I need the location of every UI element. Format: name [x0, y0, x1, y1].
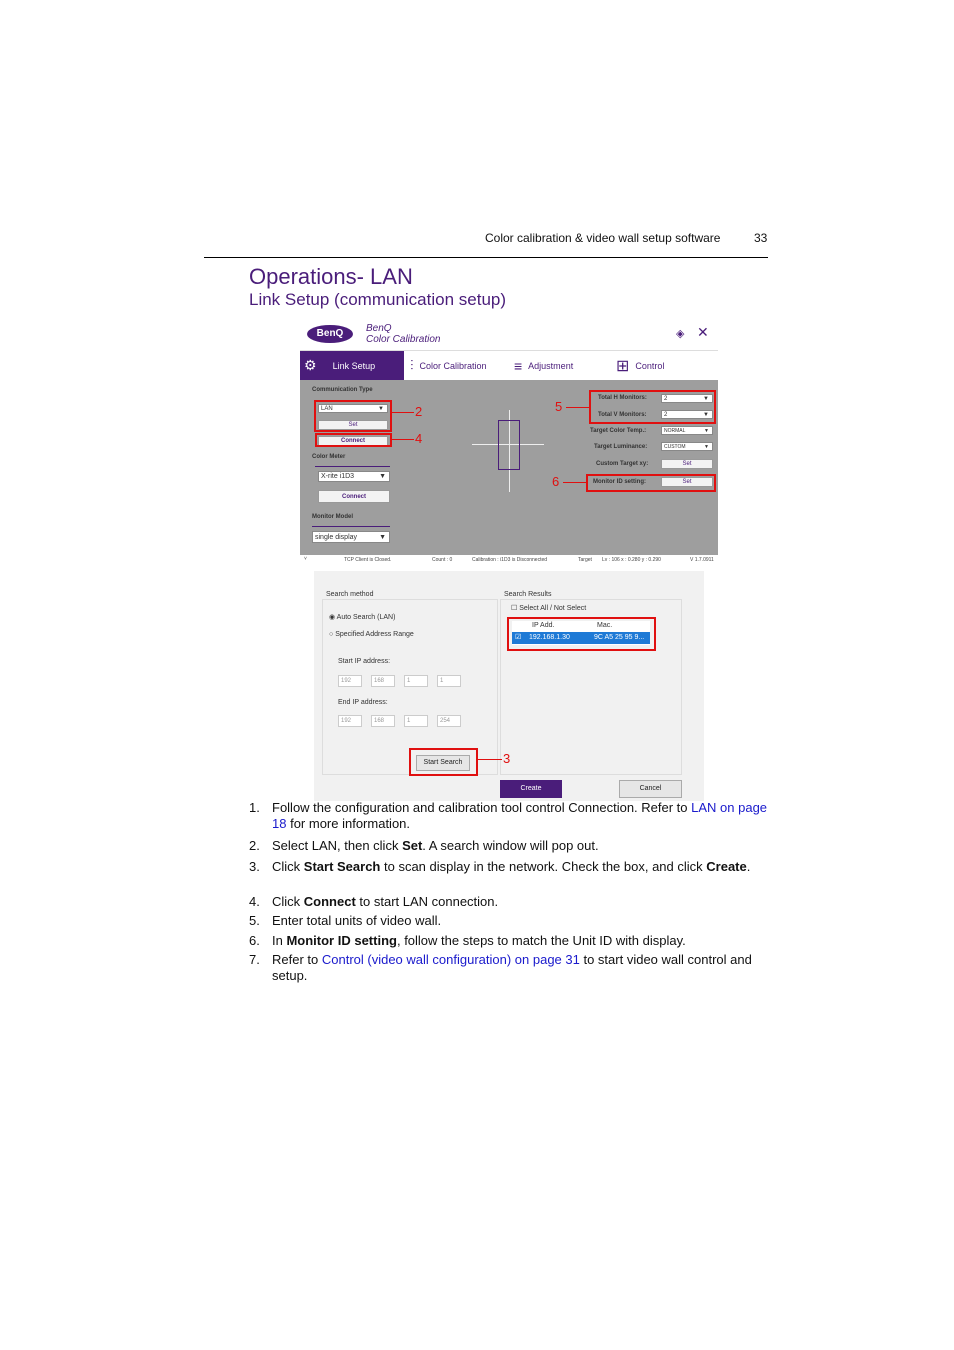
col-ip-header: IP Add. — [532, 622, 555, 629]
total-v-label: Total V Monitors: — [598, 412, 647, 418]
specified-range-radio[interactable] — [329, 631, 414, 638]
monitor-preview — [498, 420, 520, 470]
specified-range-label: Specified Address Range — [335, 631, 414, 638]
end-ip-label: End IP address: — [338, 699, 388, 706]
row-ip: 192.168.1.30 — [529, 634, 570, 641]
monitor-model-value: single display — [315, 534, 358, 541]
end-ip-octet-1[interactable]: 192 — [338, 715, 362, 727]
col-mac-header: Mac. — [597, 622, 613, 629]
color-meter-value: X-rite i1D3 — [321, 473, 355, 480]
step-6-bold: Monitor ID setting — [286, 933, 397, 948]
dropdown-arrow-icon: ▼ — [378, 406, 384, 412]
callout-line-6 — [563, 482, 586, 483]
target-luminance-value: CUSTOM — [664, 444, 686, 450]
close-icon[interactable]: ✕ — [697, 324, 709, 340]
callout-line-5 — [566, 407, 589, 408]
monitor-id-setting-label: Monitor ID setting: — [593, 479, 646, 485]
custom-target-xy-label: Custom Target xy: — [596, 461, 649, 467]
tab-link-setup[interactable] — [300, 351, 404, 380]
callout-box-5 — [589, 390, 716, 424]
step-3-tail: . — [746, 859, 751, 874]
callout-line-4 — [392, 439, 414, 440]
benq-logo: BenQ — [307, 325, 353, 343]
search-method-label: Search method — [326, 591, 374, 598]
callout-line-3 — [478, 759, 502, 760]
callout-box-3 — [409, 748, 478, 776]
step-text — [272, 800, 769, 832]
end-ip-octet-3[interactable]: 1 — [404, 715, 428, 727]
tab-control-label: Control — [635, 360, 665, 371]
status-bar — [300, 555, 718, 565]
step-2-text: Select LAN, then click — [272, 838, 403, 853]
search-results-label: Search Results — [504, 591, 552, 598]
end-ip-octet-2[interactable]: 168 — [371, 715, 395, 727]
step-1-text: Follow the configuration and calibration tool control Connection. Refer to — [272, 800, 692, 815]
step-3-bold-1: Start Search — [303, 859, 381, 874]
app-titlebar — [300, 318, 718, 350]
step-1-tail: for more information. — [286, 816, 411, 831]
app-title — [366, 323, 440, 345]
dropdown-arrow-icon: ▼ — [703, 396, 709, 402]
monitor-id-set-button[interactable]: Set — [661, 477, 713, 487]
step-number: 4. — [249, 894, 260, 909]
start-ip-octet-4[interactable]: 1 — [437, 675, 461, 687]
callout-box-4 — [315, 433, 392, 447]
subsection-heading: Link Setup (communication setup) — [249, 290, 507, 309]
communication-type-value: LAN — [321, 406, 333, 412]
app-title-brand: BenQ — [366, 323, 392, 334]
tab-control[interactable] — [616, 351, 716, 380]
total-h-value: 2 — [664, 396, 668, 402]
target-color-temp-label: Target Color Temp.: — [590, 428, 647, 434]
app-title-product: Color Calibration — [366, 334, 441, 345]
end-ip-fields — [338, 715, 461, 727]
start-ip-octet-1[interactable]: 192 — [338, 675, 362, 687]
dropdown-arrow-icon: ▼ — [379, 534, 386, 541]
target-luminance-label: Target Luminance: — [594, 444, 648, 450]
lan-page-18-link[interactable]: LAN on page 18 — [272, 800, 768, 831]
callout-number-4: 4 — [415, 431, 423, 446]
start-ip-octet-3[interactable]: 1 — [404, 675, 428, 687]
select-all-checkbox[interactable] — [511, 604, 586, 612]
callout-box-6 — [586, 474, 716, 492]
status-target: Target — [578, 557, 592, 563]
step-5-text: Enter total units of video wall. — [272, 913, 442, 928]
monitor-model-underline — [312, 526, 390, 527]
running-title: Color calibration & video wall setup software — [485, 231, 721, 245]
gear-icon: ⚙ — [304, 357, 317, 373]
connect-button[interactable]: Connect — [318, 436, 388, 446]
dropdown-arrow-icon: ▼ — [704, 428, 709, 434]
radio-checked-icon: ◉ — [329, 614, 336, 621]
sliders-icon: ⫶ — [410, 357, 414, 373]
tab-bar — [300, 350, 718, 380]
step-text — [272, 933, 769, 949]
adjust-icon: ≡ — [514, 357, 523, 374]
step-number: 3. — [249, 859, 260, 874]
step-number: 6. — [249, 933, 260, 948]
start-ip-fields — [338, 675, 461, 687]
color-meter-underline — [315, 466, 390, 467]
step-number: 2. — [249, 838, 260, 853]
monitor-model-select[interactable] — [312, 531, 390, 543]
total-v-value: 2 — [664, 412, 668, 418]
total-h-label: Total H Monitors: — [598, 395, 647, 401]
step-number: 1. — [249, 800, 260, 815]
step-3-text: Click — [272, 859, 304, 874]
target-color-temp-select[interactable] — [661, 426, 713, 435]
monitor-model-label: Monitor Model — [312, 514, 353, 520]
checkbox-icon: ☐ — [511, 605, 518, 612]
color-meter-label: Color Meter — [312, 454, 346, 460]
step-3-bold-2: Create — [706, 859, 747, 874]
row-mac: 9C A5 25 95 9... — [594, 634, 645, 641]
step-text — [272, 952, 769, 984]
row-checkbox-icon[interactable]: ☑ — [515, 634, 522, 641]
header-rule — [204, 257, 768, 258]
color-meter-select[interactable] — [318, 471, 390, 482]
start-ip-octet-2[interactable]: 168 — [371, 675, 395, 687]
auto-search-label: Auto Search (LAN) — [336, 614, 396, 621]
status-tcp: TCP Client is Closed. — [344, 557, 392, 563]
status-chevron-icon: ˅ — [304, 556, 307, 562]
step-2-bold: Set — [402, 838, 423, 853]
step-number: 5. — [249, 913, 260, 928]
cancel-button[interactable]: Cancel — [619, 780, 682, 798]
callout-number-2: 2 — [415, 404, 423, 419]
step-4-bold: Connect — [303, 894, 356, 909]
step-3-mid: to scan display in the network. Check the box, and click — [380, 859, 707, 874]
step-7-text: Refer to — [272, 952, 322, 967]
step-7-tail: to start video wall control and setup. — [272, 952, 752, 983]
page-number: 33 — [754, 231, 768, 245]
section-heading: Operations- LAN — [249, 264, 413, 289]
color-meter-connect-button[interactable]: Connect — [318, 490, 390, 503]
step-number: 7. — [249, 952, 260, 967]
dropdown-arrow-icon: ▼ — [703, 412, 709, 418]
step-text — [272, 894, 769, 910]
custom-target-xy-set-button[interactable]: Set — [661, 459, 713, 469]
step-text — [272, 838, 769, 854]
status-version: V 1.7.0911 — [690, 557, 714, 563]
callout-number-5: 5 — [555, 399, 563, 414]
create-button[interactable]: Create — [500, 780, 562, 798]
callout-number-3: 3 — [503, 751, 511, 766]
step-6-tail: , follow the steps to match the Unit ID with display. — [396, 933, 686, 948]
callout-box-results — [507, 617, 656, 651]
target-luminance-select[interactable] — [661, 442, 713, 451]
step-4-text: Click — [272, 894, 304, 909]
set-button[interactable]: Set — [318, 420, 388, 430]
callout-line-2 — [392, 412, 414, 413]
target-color-temp-value: NORMAL — [664, 428, 686, 434]
step-text — [272, 859, 769, 875]
start-ip-label: Start IP address: — [338, 658, 391, 665]
step-2-tail: . A search window will pop out. — [422, 838, 599, 853]
status-calibration: Calibration : i1D3 is Disconnected — [472, 557, 548, 563]
dropdown-arrow-icon: ▼ — [704, 444, 709, 450]
status-count: Count : 0 — [432, 557, 453, 563]
radio-unchecked-icon: ○ — [329, 631, 334, 638]
tab-link-setup-label: Link Setup — [332, 360, 376, 371]
grid-icon: ⊞ — [616, 357, 630, 375]
start-search-button[interactable]: Start Search — [416, 755, 470, 771]
select-all-label: Select All / Not Select — [519, 605, 587, 612]
step-4-tail: to start LAN connection. — [355, 894, 499, 909]
status-lv: Lv : 106 x : 0.280 y : 0.290 — [602, 557, 661, 563]
tab-adjustment-label: Adjustment — [528, 360, 574, 371]
communication-type-label: Communication Type — [312, 387, 373, 393]
step-6-text: In — [272, 933, 287, 948]
tab-color-calibration-label: Color Calibration — [419, 360, 487, 371]
control-page-31-link[interactable]: Control (video wall configuration) on page 31 — [321, 952, 580, 967]
callout-number-6: 6 — [552, 474, 560, 489]
settings-diamond-icon[interactable]: ◈ — [676, 328, 685, 340]
tab-adjustment[interactable] — [514, 351, 614, 380]
end-ip-octet-4[interactable]: 254 — [437, 715, 461, 727]
dropdown-arrow-icon: ▼ — [379, 473, 386, 480]
tab-color-calibration[interactable] — [410, 351, 510, 380]
auto-search-radio[interactable] — [329, 613, 395, 621]
callout-box-2 — [314, 400, 392, 432]
search-dialog — [314, 571, 704, 801]
